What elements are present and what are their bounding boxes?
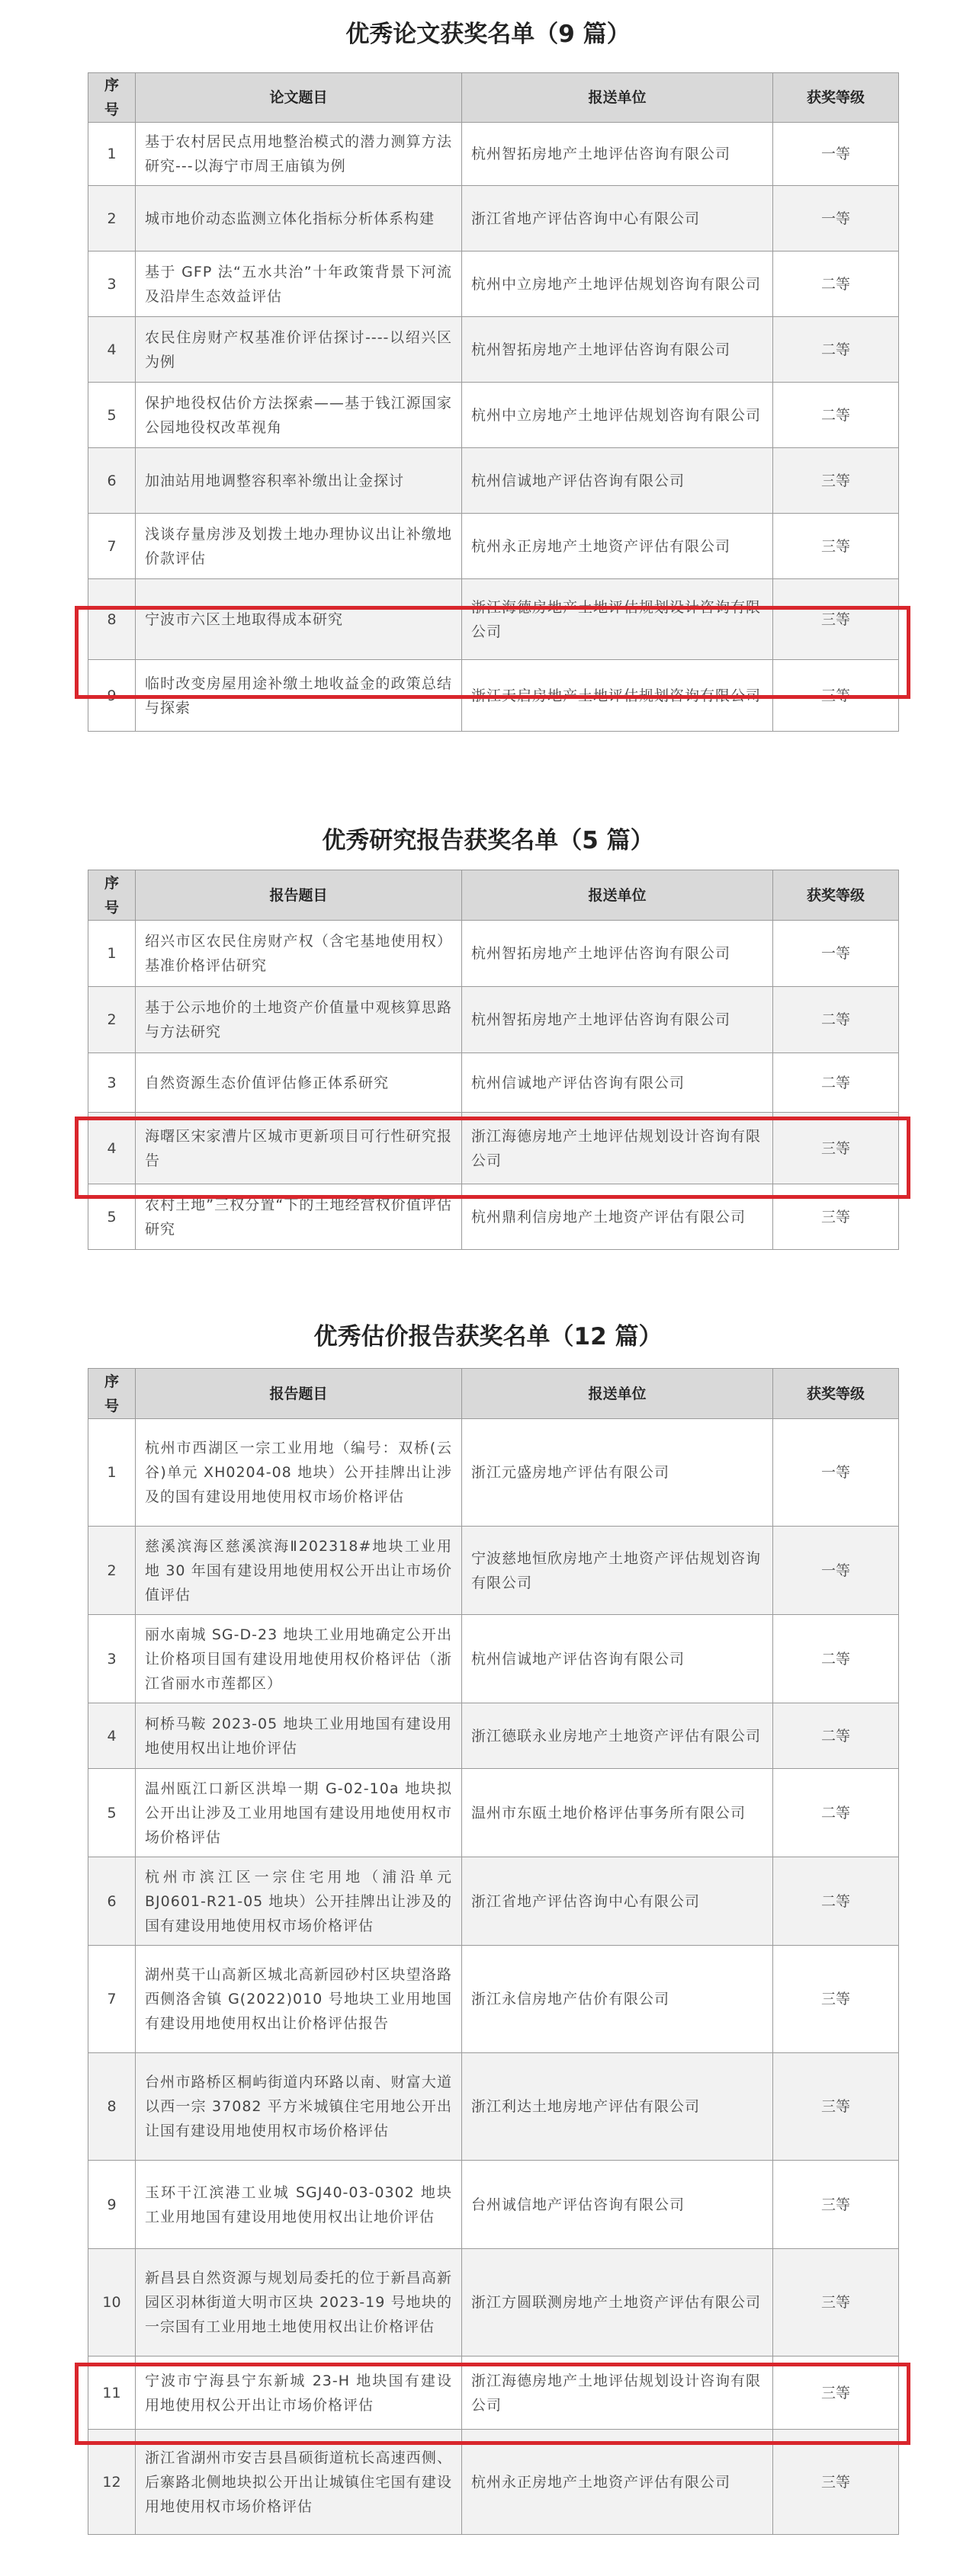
section-title: 优秀研究报告获奖名单（5 篇）	[322, 827, 654, 854]
header-title: 报告题目	[136, 870, 462, 921]
cell-unit: 浙江海德房地产土地评估规划设计咨询有限公司	[462, 1113, 773, 1184]
cell-no: 2	[88, 987, 136, 1053]
cell-no: 8	[88, 579, 136, 660]
cell-level: 三等	[773, 448, 899, 514]
cell-no: 12	[88, 2430, 136, 2535]
cell-title: 基于公示地价的土地资产价值量中观核算思路与方法研究	[136, 987, 462, 1053]
table-header-row	[88, 73, 899, 123]
table-row	[88, 1703, 899, 1769]
header-level: 获奖等级	[773, 870, 899, 921]
cell-title: 宁波市宁海县宁东新城 23-H 地块国有建设用地使用权公开出让市场价格评估	[136, 2357, 462, 2430]
cell-no: 9	[88, 660, 136, 732]
cell-title: 农村土地”三权分置“下的土地经营权价值评估研究	[136, 1184, 462, 1250]
cell-no: 2	[88, 1527, 136, 1615]
table-row-highlighted	[88, 579, 899, 660]
header-title: 报告题目	[136, 1369, 462, 1419]
cell-title: 杭州市滨江区一宗住宅用地（浦沿单元BJ0601-R21-05 地块）公开挂牌出让涉及的国有建设用地使用权市场价格评估	[136, 1857, 462, 1946]
cell-no: 3	[88, 1615, 136, 1703]
cell-level: 一等	[773, 186, 899, 252]
cell-level: 二等	[773, 1053, 899, 1113]
cell-unit: 浙江海德房地产土地评估规划设计咨询有限公司	[462, 2357, 773, 2430]
table-row	[88, 921, 899, 987]
cell-no: 11	[88, 2357, 136, 2430]
table-row	[88, 2430, 899, 2535]
cell-level: 三等	[773, 2249, 899, 2357]
table-row	[88, 1053, 899, 1113]
cell-level: 二等	[773, 987, 899, 1053]
cell-title: 绍兴市区农民住房财产权（含宅基地使用权）基准价格评估研究	[136, 921, 462, 987]
cell-unit: 浙江利达土地房地产评估有限公司	[462, 2053, 773, 2161]
cell-title: 浙江省湖州市安吉县昌硕街道杭长高速西侧、后寨路北侧地块拟公开出让城镇住宅国有建设用地使用权市场价格评估	[136, 2430, 462, 2535]
cell-level: 一等	[773, 1419, 899, 1527]
table-row-highlighted	[88, 2357, 899, 2430]
table-row	[88, 987, 899, 1053]
cell-no: 2	[88, 186, 136, 252]
table-row	[88, 252, 899, 317]
cell-title: 浅谈存量房涉及划拨土地办理协议出让补缴地价款评估	[136, 514, 462, 579]
cell-unit: 浙江天启房地产土地评估规划咨询有限公司	[462, 660, 773, 732]
cell-title: 自然资源生态价值评估修正体系研究	[136, 1053, 462, 1113]
table-row	[88, 514, 899, 579]
cell-title: 基于 GFP 法“五水共治”十年政策背景下河流及沿岸生态效益评估	[136, 252, 462, 317]
table-row	[88, 1527, 899, 1615]
cell-no: 4	[88, 1703, 136, 1769]
cell-no: 1	[88, 1419, 136, 1527]
cell-no: 8	[88, 2053, 136, 2161]
cell-level: 一等	[773, 123, 899, 186]
cell-level: 三等	[773, 1184, 899, 1250]
cell-unit: 杭州中立房地产土地评估规划咨询有限公司	[462, 252, 773, 317]
cell-unit: 杭州信诚地产评估咨询有限公司	[462, 1053, 773, 1113]
cell-level: 一等	[773, 1527, 899, 1615]
cell-title: 慈溪滨海区慈溪滨海Ⅱ202318#地块工业用地 30 年国有建设用地使用权公开出让市场价值评估	[136, 1527, 462, 1615]
cell-title: 台州市路桥区桐屿街道内环路以南、财富大道以西一宗 37082 平方米城镇住宅用地公开出让国有建设用地使用权市场价格评估	[136, 2053, 462, 2161]
cell-level: 二等	[773, 1703, 899, 1769]
table-row	[88, 2249, 899, 2357]
table-row	[88, 186, 899, 252]
cell-level: 二等	[773, 1615, 899, 1703]
table-row	[88, 1615, 899, 1703]
cell-title: 临时改变房屋用途补缴土地收益金的政策总结与探索	[136, 660, 462, 732]
cell-unit: 浙江省地产评估咨询中心有限公司	[462, 1857, 773, 1946]
award-table	[88, 1368, 899, 2535]
cell-no: 3	[88, 1053, 136, 1113]
cell-title: 丽水南城 SG-D-23 地块工业用地确定公开出让价格项目国有建设用地使用权价格评估（浙江省丽水市莲都区）	[136, 1615, 462, 1703]
cell-title: 基于农村居民点用地整治模式的潜力测算方法研究---以海宁市周王庙镇为例	[136, 123, 462, 186]
cell-level: 二等	[773, 383, 899, 448]
table-row-highlighted	[88, 1113, 899, 1184]
table-row	[88, 1419, 899, 1527]
cell-level: 三等	[773, 579, 899, 660]
cell-no: 9	[88, 2161, 136, 2249]
table-row	[88, 317, 899, 383]
table-row	[88, 1184, 899, 1250]
cell-level: 三等	[773, 514, 899, 579]
cell-no: 1	[88, 123, 136, 186]
cell-no: 4	[88, 317, 136, 383]
cell-unit: 浙江元盛房地产评估有限公司	[462, 1419, 773, 1527]
cell-title: 加油站用地调整容积率补缴出让金探讨	[136, 448, 462, 514]
header-unit: 报送单位	[462, 870, 773, 921]
cell-no: 4	[88, 1113, 136, 1184]
cell-title: 农民住房财产权基准价评估探讨----以绍兴区为例	[136, 317, 462, 383]
cell-unit: 杭州永正房地产土地资产评估有限公司	[462, 2430, 773, 2535]
cell-no: 5	[88, 1184, 136, 1250]
cell-unit: 杭州信诚地产评估咨询有限公司	[462, 1615, 773, 1703]
table-header-row	[88, 870, 899, 921]
award-table	[88, 72, 899, 732]
table-row	[88, 383, 899, 448]
cell-level: 二等	[773, 1769, 899, 1857]
cell-unit: 台州诚信地产评估咨询有限公司	[462, 2161, 773, 2249]
cell-title: 保护地役权估价方法探索——基于钱江源国家公园地役权改革视角	[136, 383, 462, 448]
cell-unit: 浙江省地产评估咨询中心有限公司	[462, 186, 773, 252]
cell-level: 三等	[773, 2161, 899, 2249]
cell-level: 三等	[773, 2357, 899, 2430]
header-no: 序号	[88, 73, 136, 123]
header-no: 序号	[88, 870, 136, 921]
cell-no: 7	[88, 1946, 136, 2053]
cell-level: 三等	[773, 1946, 899, 2053]
cell-level: 二等	[773, 252, 899, 317]
award-table	[88, 870, 899, 1250]
cell-unit: 杭州永正房地产土地资产评估有限公司	[462, 514, 773, 579]
section-title: 优秀估价报告获奖名单（12 篇）	[313, 1323, 663, 1350]
cell-title: 湖州莫干山高新区城北高新园砂村区块望洛路西侧洛舍镇 G(2022)010 号地块工业用地国有建设用地使用权出让价格评估报告	[136, 1946, 462, 2053]
cell-level: 二等	[773, 1857, 899, 1946]
cell-title: 玉环干江滨港工业城 SGJ40-03-0302 地块工业用地国有建设用地使用权出让地价评估	[136, 2161, 462, 2249]
cell-unit: 杭州信诚地产评估咨询有限公司	[462, 448, 773, 514]
header-title: 论文题目	[136, 73, 462, 123]
cell-unit: 杭州智拓房地产土地评估咨询有限公司	[462, 987, 773, 1053]
cell-unit: 浙江方圆联测房地产土地资产评估有限公司	[462, 2249, 773, 2357]
header-no: 序号	[88, 1369, 136, 1419]
cell-no: 5	[88, 1769, 136, 1857]
cell-no: 5	[88, 383, 136, 448]
cell-unit: 宁波慈地恒欣房地产土地资产评估规划咨询有限公司	[462, 1527, 773, 1615]
cell-level: 三等	[773, 2430, 899, 2535]
cell-title: 杭州市西湖区一宗工业用地（编号：双桥(云谷)单元 XH0204-08 地块）公开挂牌出让涉及的国有建设用地使用权市场价格评估	[136, 1419, 462, 1527]
table-row	[88, 1769, 899, 1857]
header-unit: 报送单位	[462, 73, 773, 123]
cell-unit: 杭州智拓房地产土地评估咨询有限公司	[462, 921, 773, 987]
cell-level: 一等	[773, 921, 899, 987]
cell-title: 新昌县自然资源与规划局委托的位于新昌高新园区羽林街道大明市区块 2023-19 号地块的一宗国有工业用地土地使用权出让价格评估	[136, 2249, 462, 2357]
table-row	[88, 448, 899, 514]
table-header-row	[88, 1369, 899, 1419]
cell-unit: 温州市东瓯土地价格评估事务所有限公司	[462, 1769, 773, 1857]
cell-level: 三等	[773, 2053, 899, 2161]
cell-no: 10	[88, 2249, 136, 2357]
cell-title: 宁波市六区土地取得成本研究	[136, 579, 462, 660]
cell-unit: 浙江海德房地产土地评估规划设计咨询有限公司	[462, 579, 773, 660]
cell-no: 6	[88, 448, 136, 514]
table-row	[88, 1946, 899, 2053]
table-row	[88, 2161, 899, 2249]
cell-no: 7	[88, 514, 136, 579]
cell-level: 三等	[773, 1113, 899, 1184]
cell-unit: 杭州智拓房地产土地评估咨询有限公司	[462, 317, 773, 383]
header-level: 获奖等级	[773, 73, 899, 123]
cell-title: 柯桥马鞍 2023-05 地块工业用地国有建设用地使用权出让地价评估	[136, 1703, 462, 1769]
table-row	[88, 123, 899, 186]
cell-title: 海曙区宋家漕片区城市更新项目可行性研究报告	[136, 1113, 462, 1184]
table-row	[88, 1857, 899, 1946]
cell-level: 二等	[773, 317, 899, 383]
cell-no: 3	[88, 252, 136, 317]
cell-title: 温州瓯江口新区洪埠一期 G-02-10a 地块拟公开出让涉及工业用地国有建设用地使用权市场价格评估	[136, 1769, 462, 1857]
cell-unit: 浙江永信房地产估价有限公司	[462, 1946, 773, 2053]
table-row	[88, 2053, 899, 2161]
table-row	[88, 660, 899, 732]
cell-unit: 杭州鼎利信房地产土地资产评估有限公司	[462, 1184, 773, 1250]
cell-title: 城市地价动态监测立体化指标分析体系构建	[136, 186, 462, 252]
cell-no: 1	[88, 921, 136, 987]
cell-level: 三等	[773, 660, 899, 732]
header-unit: 报送单位	[462, 1369, 773, 1419]
cell-unit: 浙江德联永业房地产土地资产评估有限公司	[462, 1703, 773, 1769]
section-title: 优秀论文获奖名单（9 篇）	[345, 21, 631, 48]
header-level: 获奖等级	[773, 1369, 899, 1419]
cell-unit: 杭州中立房地产土地评估规划咨询有限公司	[462, 383, 773, 448]
cell-unit: 杭州智拓房地产土地评估咨询有限公司	[462, 123, 773, 186]
cell-no: 6	[88, 1857, 136, 1946]
